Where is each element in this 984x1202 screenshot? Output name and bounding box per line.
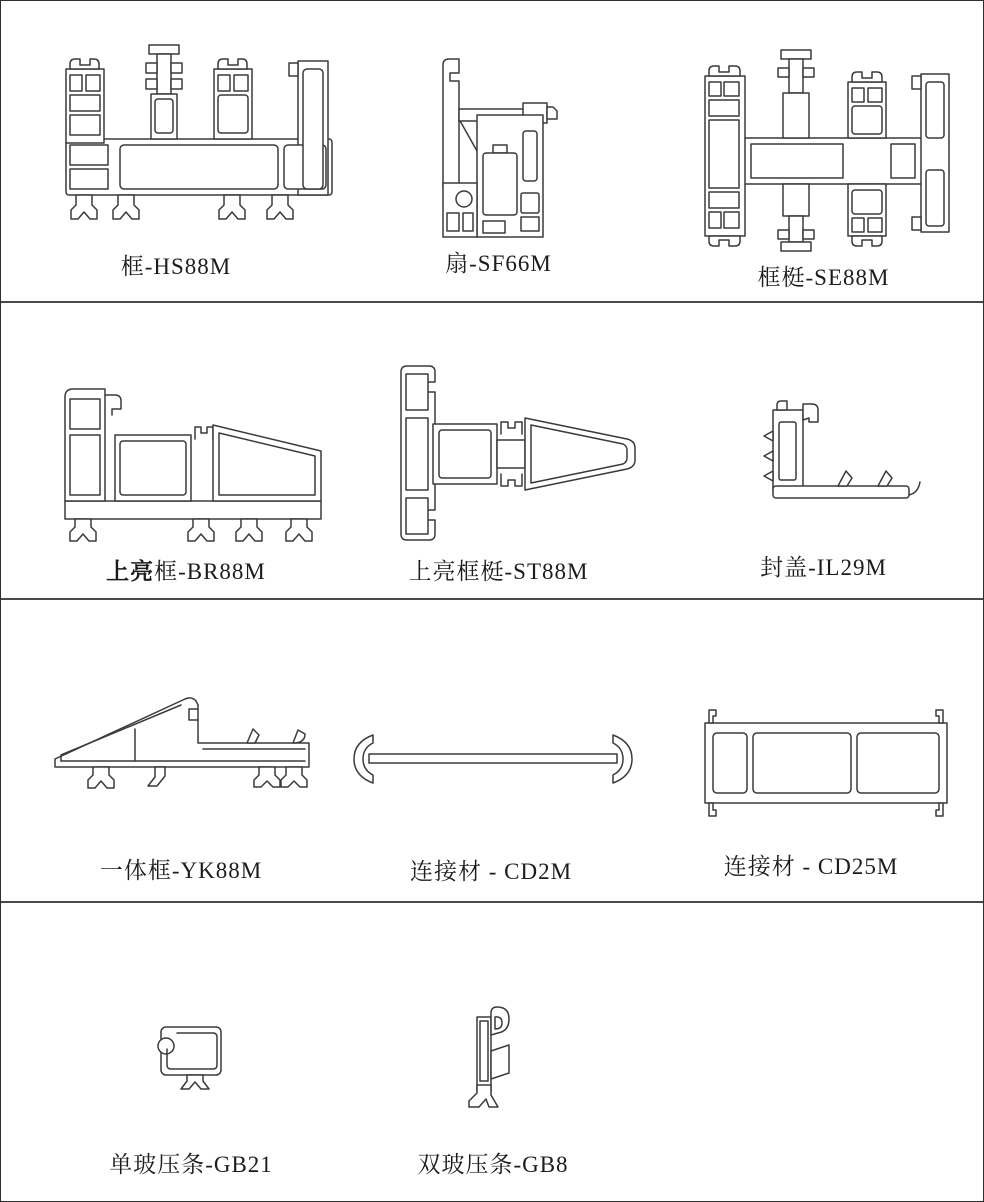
- profile-label-cd2m: 连接材 - CD2M: [409, 859, 573, 884]
- profile-drawing-cd25m: [683, 693, 973, 823]
- profile-label-se88m: 框梃-SE88M: [757, 265, 890, 290]
- profile-drawing-cd2m: [343, 723, 643, 793]
- profile-label-sf66m: 扇-SF66M: [445, 251, 552, 276]
- profile-label-hs88m: 框-HS88M: [120, 254, 232, 279]
- profile-label-st88m: 上亮框梃-ST88M: [408, 559, 589, 584]
- profile-drawing-yk88m: [43, 683, 323, 803]
- profile-drawing-br88m: [53, 373, 333, 543]
- profile-drawing-gb21: [133, 1013, 243, 1103]
- profile-drawing-st88m: [373, 358, 663, 548]
- row-divider-1: [1, 301, 983, 303]
- row-divider-2: [1, 598, 983, 600]
- profile-drawing-sf66m: [423, 53, 603, 243]
- profile-drawing-hs88m: [56, 43, 346, 248]
- profile-label-br88m: [71, 553, 301, 586]
- profile-label-gb8: 双玻压条-GB8: [417, 1152, 569, 1177]
- profile-drawing-gb8: [443, 1001, 533, 1111]
- profile-drawing-il29m: [743, 398, 923, 508]
- profile-label-cd25m: 连接材 - CD25M: [723, 854, 899, 879]
- profile-label-il29m: 封盖-IL29M: [760, 555, 887, 580]
- row-divider-3: [1, 901, 983, 903]
- profile-label-yk88m: 一体框-YK88M: [99, 858, 263, 883]
- profile-drawing-se88m: [693, 46, 963, 261]
- profile-label-gb21: 单玻压条-GB21: [109, 1152, 273, 1177]
- profile-label-br88m-bold: 上亮: [106, 559, 155, 584]
- profile-label-br88m-rest: 框-BR88M: [154, 559, 266, 584]
